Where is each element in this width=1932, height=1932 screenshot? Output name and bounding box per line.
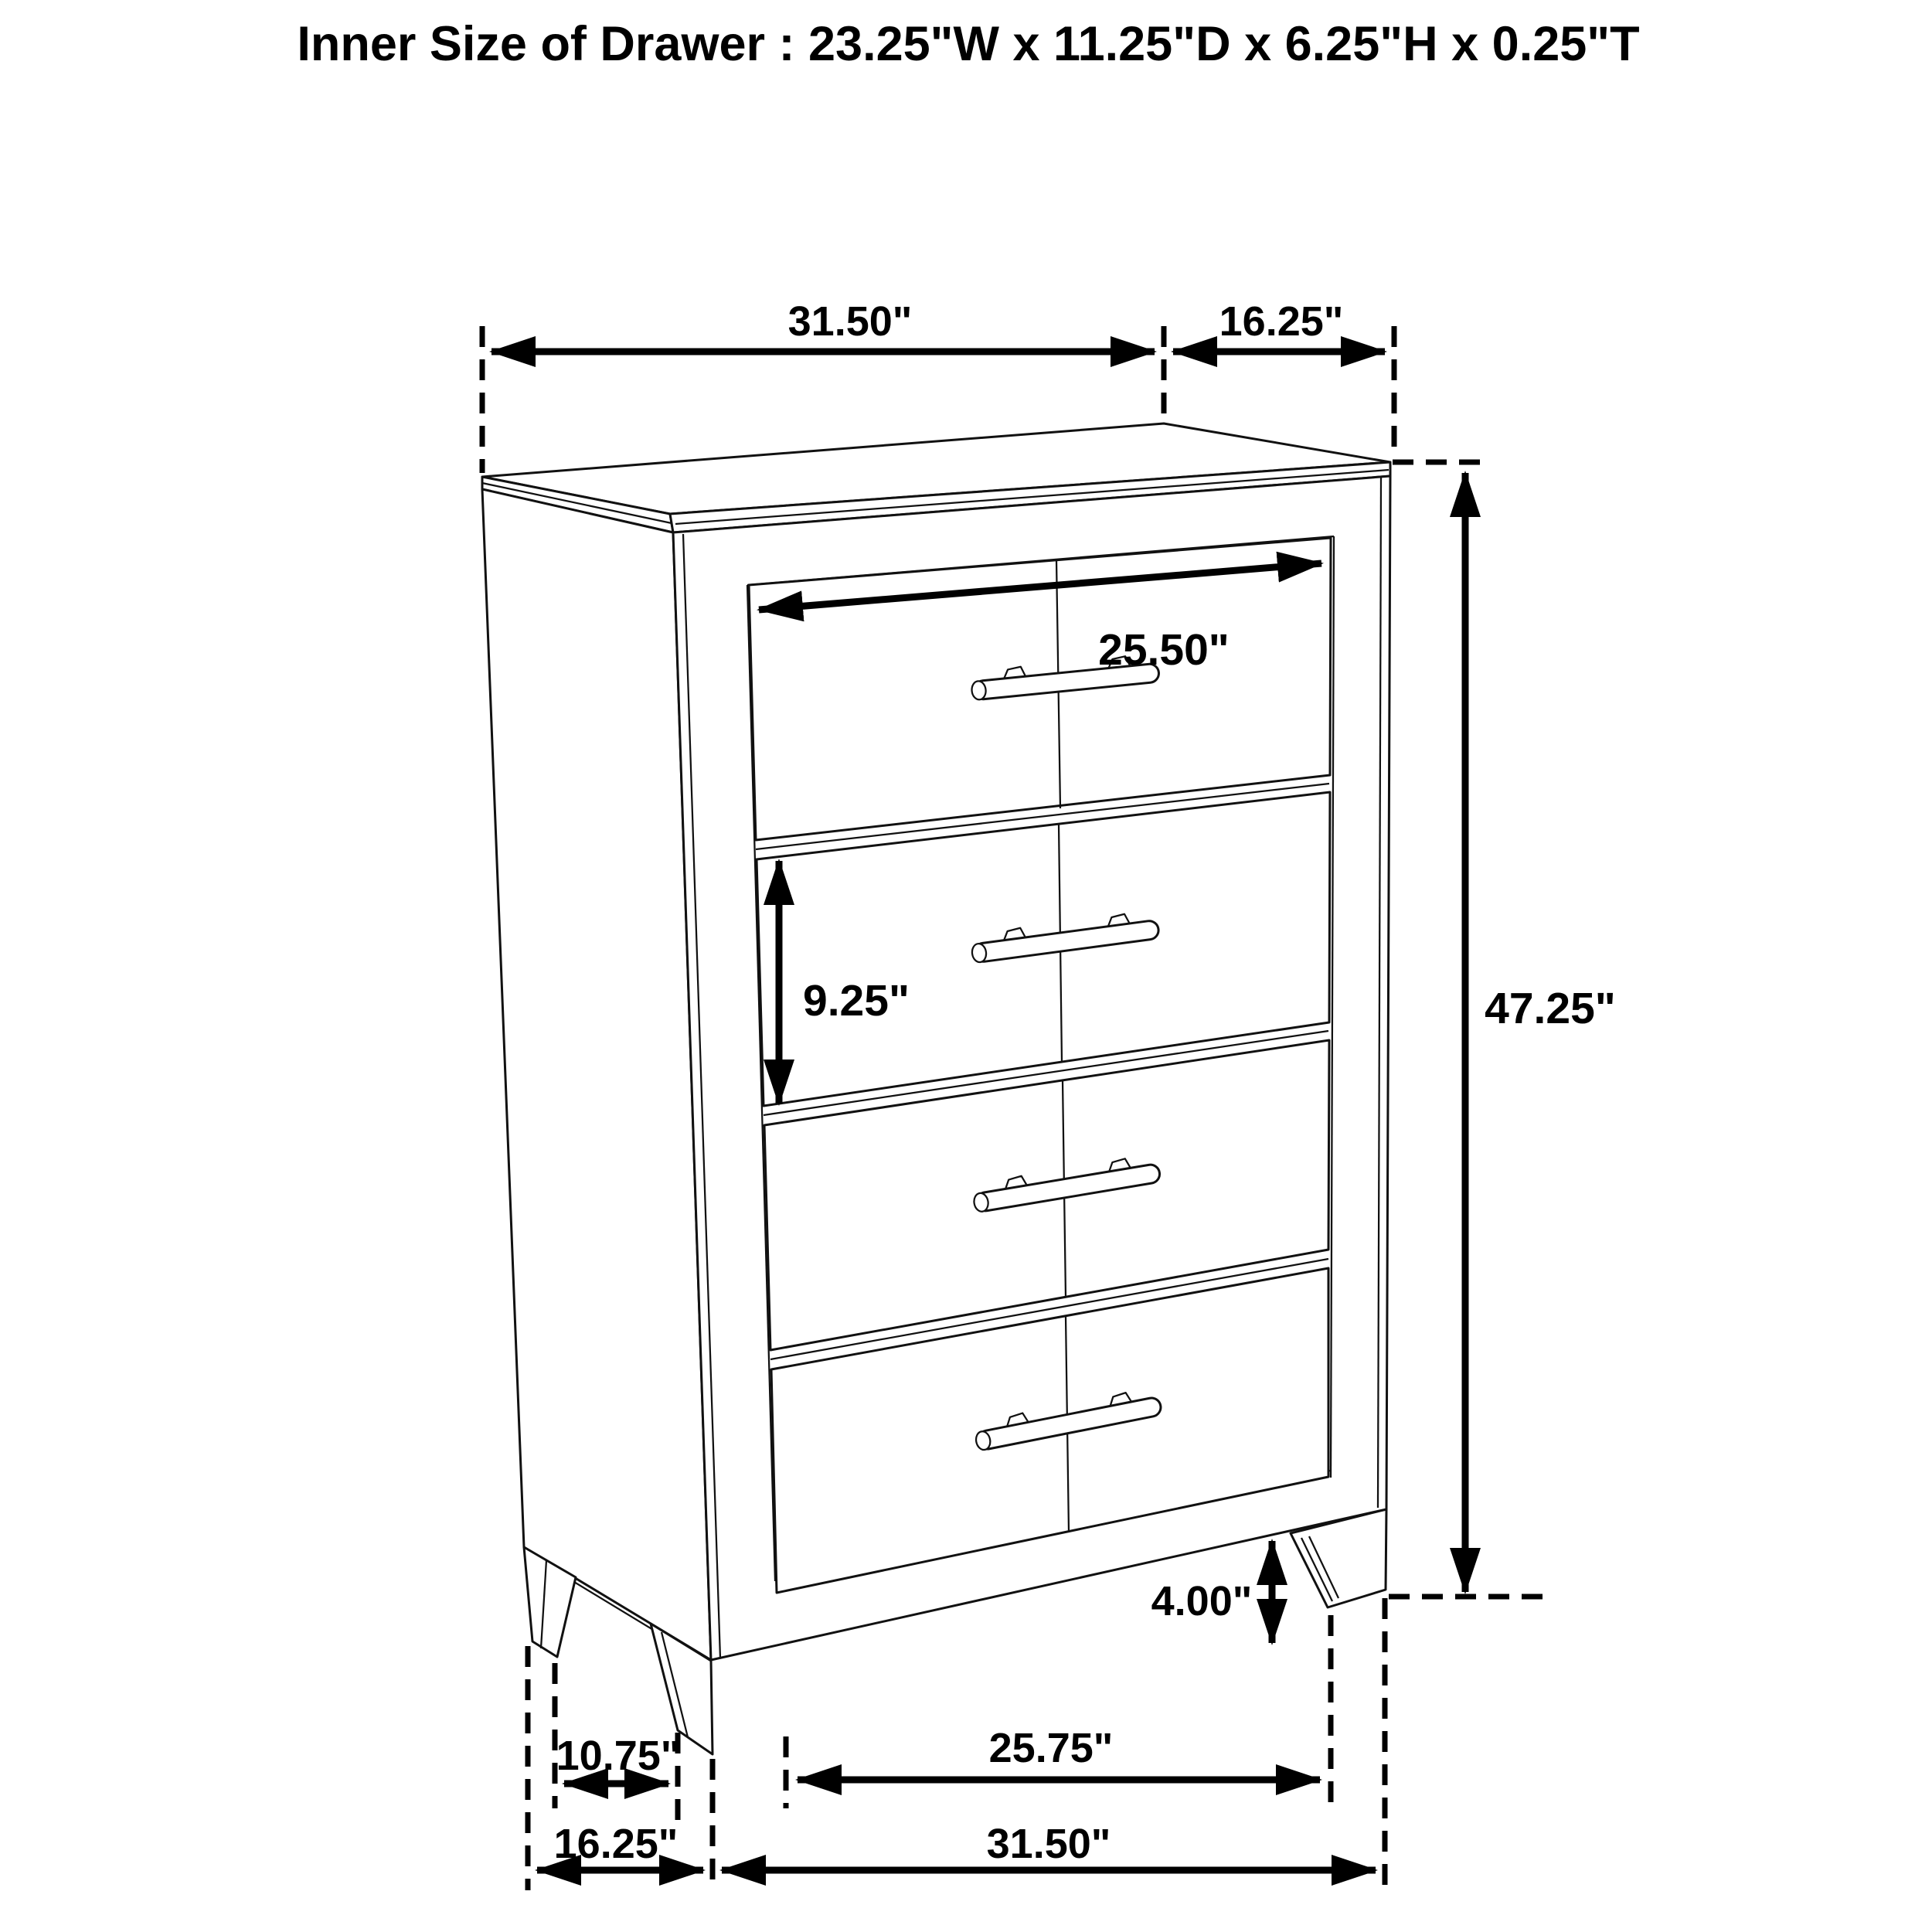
dim-base-depth: [537, 1821, 703, 1870]
dim-overall-height-label: 47.25": [1485, 984, 1616, 1033]
dim-base-depth-label: 16.25": [553, 1821, 679, 1867]
dim-top-depth: [1173, 298, 1385, 352]
dim-drawer-width-label: 25.50": [1098, 625, 1230, 675]
drawers: [749, 538, 1331, 1593]
dim-base-width: [722, 1821, 1376, 1870]
chest-drawing: [482, 423, 1390, 1754]
dim-leg-height-label: 4.00": [1151, 1578, 1253, 1624]
dim-drawer-height-label: 9.25": [803, 976, 910, 1026]
dim-base-width-label: 31.50": [986, 1821, 1111, 1867]
dim-base-side-inset: [556, 1733, 681, 1784]
dim-base-side-inset-label: 10.75": [556, 1733, 681, 1779]
dim-overall-height: [1465, 473, 1616, 1592]
page-title: Inner Size of Drawer : 23.25"W x 11.25"D x 6.25"H x 0.25"T: [297, 17, 1640, 71]
dim-top-width-label: 31.50": [787, 298, 913, 345]
dim-top-width: [492, 298, 1155, 352]
dim-base-front-span: [798, 1725, 1320, 1780]
dim-base-front-span-label: 25.75": [988, 1725, 1114, 1771]
dim-top-depth-label: 16.25": [1219, 298, 1344, 345]
